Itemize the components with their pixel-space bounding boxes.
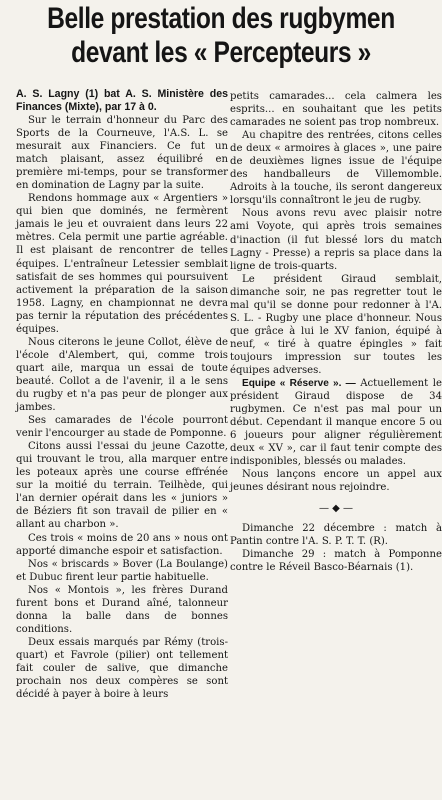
article-column-left: [16, 88, 228, 701]
paragraph: Nos « Montois », les frères Durand furent bons et Durand aîné, talonneur donna la balle dans de bonnes conditions.: [16, 584, 228, 635]
headline-line-1: Belle prestation des rugbymen: [47, 2, 395, 35]
paragraph: Nous citerons le jeune Collot, élève de l'école d'Alembert, qui, comme trois quart aile, marqua un essai de toute beauté. Collot a de l'avenir, il a le sens du rugby et n'a pas peur de plonger aux jambes.: [16, 336, 228, 414]
paragraph: Le président Giraud semblait, dimanche soir, ne pas regretter tout le mal qu'il se donne pour redonner à l'A. S. L. - Rugby une place d'honneur. Nous que grâce à lui le XV fanion, équipé à neuf, « tiré à quatre épingles » fait toujours impression sur toutes les équipes adverses.: [230, 273, 442, 376]
paragraph: Rendons hommage aux « Argentiers » qui bien que dominés, ne fermèrent jamais le jeu et ouvraient dans leurs 22 mètres. Cela permit une partie agréable. Il est plaisant de rencontrer de telles équipes. L'entraîneur Letessier semblait satisfait de ses hommes qui poursuivent activement la préparation de la saison 1958. Lagny, en championnat ne devra pas ternir la réputation des précédentes équipes.: [16, 193, 228, 335]
paragraph: Citons aussi l'essai du jeune Cazotte, qui trouvant le trou, alla marquer entre les poteaux après une course effrénée sur la moitié du terrain. Teilhède, qui l'an dernier opérait dans les « juniors » de Béziers fit son travail de pilier en « allant au charbon ».: [16, 441, 228, 531]
schedule-date-22: Dimanche 22 décembre :: [242, 522, 387, 534]
article-column-right: [230, 90, 442, 574]
article-headline: [40, 2, 402, 70]
reserve-label: Equipe « Réserve ». —: [242, 378, 356, 390]
schedule-22: [230, 522, 442, 548]
paragraph: Sur le terrain d'honneur du Parc des Sports de la Courneuve, l'A.S. L. se mesurait aux Financiers. Ce fut un match plaisant, assez équilibré en première mi-temps, pour se transformer en domination de Lagny par la suite.: [16, 115, 228, 192]
paragraph: petits camarades... cela calmera les esprits... en souhaitant que les petits camarades ne soient pas trop nombreux.: [230, 91, 442, 129]
paragraph: Ces trois « moins de 20 ans » nous ont apporté dimanche espoir et satisfaction.: [16, 532, 228, 557]
headline-line-2: devant les « Percepteurs »: [71, 36, 371, 69]
paragraph: Ses camarades de l'école pourront venir l'encourger au stade de Pomponne.: [16, 415, 228, 440]
paragraph: Nous lançons encore un appel aux jeunes désirant nous rejoindre.: [230, 469, 442, 494]
schedule-text-22: match à Pantin contre l'A. S. P. T. T. (R).: [230, 522, 442, 547]
paragraph: Deux essais marqués par Rémy (trois-quart) et Favrole (pilier) ont tellement fait couler de salive, que dimanche prochain nos deux compères se sont décidé à payer à boire à leurs: [16, 636, 228, 701]
paragraph: Au chapitre des rentrées, citons celles de deux « armoires à glaces », une paire de deuxièmes lignes issue de l'équipe des handballeurs de Villemomble. Adroits à la touche, ils seront dangereux lorsqu'ils connaîtront le jeu de rugby.: [230, 130, 442, 207]
schedule-29: Dimanche 29 : match à Pomponne contre le Réveil Basco-Béarnais (1).: [230, 548, 442, 573]
reserve-text: Actuellement le président Giraud dispose de 34 rugbymen. Ce n'est pas mal pour un début. Cependant il manque encore 5 ou 6 joueurs pour aligner régulièrement deux « XV », car il faut tenir compte des indisponibles, blessés ou malades.: [230, 378, 442, 468]
match-result-lead: A. S. Lagny (1) bat A. S. Ministère des Finances (Mixte), par 17 à 0.: [16, 88, 228, 113]
paragraph: Nous avons revu avec plaisir notre ami Voyote, qui après trois semaines d'inaction (il fut blessé lors du match Lagny - Presse) a repris sa place dans la ligne de trois-quarts.: [230, 208, 442, 272]
reserve-paragraph: [230, 377, 442, 468]
section-separator: — ◆ —: [318, 503, 354, 515]
paragraph: Nos « briscards » Bover (La Boulange) et Dubuc firent leur partie habituelle.: [16, 558, 228, 583]
